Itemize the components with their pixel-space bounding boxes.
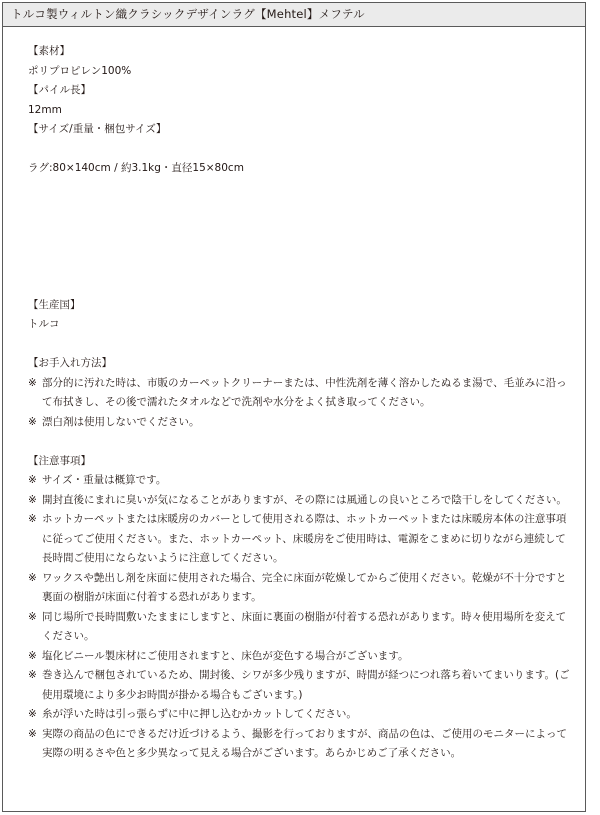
- note-item: ※ 開封直後にまれに臭いが気になることがありますが、その際には風通しの良いところで陰干しをしてください。: [28, 493, 567, 506]
- note-item: ※ 糸が浮いた時は引っ張らずに中に押し込むかカットしてください。: [28, 708, 357, 720]
- origin-heading: 【生産国】: [28, 298, 81, 311]
- note-item: ※ 実際の商品の色にできるだけ近づけるよう、撮影を行っておりますが、商品の色は、ご使用のモニターによって実際の明るさや色と多少異なって見える場合がございます。あらかじめご了承ください。: [28, 727, 567, 759]
- note-item: ※ 巻き込んで梱包されているため、開封後、シワが多少残りますが、時間が経つにつれ落ち着いてまいります。(ご使用環境により多少お時間が掛かる場合もございます。): [28, 669, 570, 701]
- note-item: ※ 塩化ビニール製床材にご使用されますと、床色が変色する場合がございます。: [28, 649, 409, 662]
- spec-content: [28, 42, 573, 764]
- care-item: ※ 漂白剤は使用しないでください。: [28, 415, 200, 428]
- note-item: ※ 同じ場所で長時間敷いたままにしますと、床面に裏面の樹脂が付着する恐れがあります。時々使用場所を変えてください。: [28, 610, 567, 642]
- size-heading: 【サイズ/重量・梱包サイズ】: [28, 123, 167, 135]
- care-heading: 【お手入れ方法】: [28, 357, 112, 369]
- material-heading: 【素材】: [28, 45, 70, 57]
- note-item: ※ ホットカーペットまたは床暖房のカバーとして使用される際は、ホットカーペットまたは床暖房本体の注意事項に従ってご使用ください。また、ホットカーペット、床暖房をご使用時は、電源をこまめに切りながら連続して長時間ご使用にならないように注意してください。: [28, 513, 567, 564]
- pile-value: 12mm: [28, 103, 62, 116]
- spacer: [28, 335, 573, 355]
- page-title: トルコ製ウィルトン織クラシックデザインラグ【Mehtel】メフテル: [11, 7, 365, 21]
- spacer: [28, 140, 573, 160]
- notes-heading: 【注意事項】: [28, 454, 91, 467]
- pile-heading: 【パイル長】: [28, 84, 91, 96]
- material-value: ポリプロピレン100%: [28, 64, 132, 77]
- spacer: [28, 432, 573, 452]
- origin-value: トルコ: [28, 318, 60, 330]
- care-item: ※ 部分的に汚れた時は、市販のカーペットクリーナーまたは、中性洗剤を薄く溶かしたぬるま湯で、毛並みに沿って布拭きし、その後で濡れたタオルなどで洗剤や水分をよく拭き取ってください。: [28, 376, 567, 408]
- size-value: ラグ:80×140cm / 約3.1kg・直径15×80cm: [28, 162, 244, 174]
- title-bar: [2, 2, 586, 26]
- spacer: [28, 179, 573, 296]
- note-item: ※ サイズ・重量は概算です。: [28, 474, 167, 486]
- note-item: ※ ワックスや艶出し剤を床面に使用された場合、完全に床面が乾燥してからご使用ください。乾燥が不十分ですと裏面の樹脂が床面に付着する恐れがあります。: [28, 571, 567, 603]
